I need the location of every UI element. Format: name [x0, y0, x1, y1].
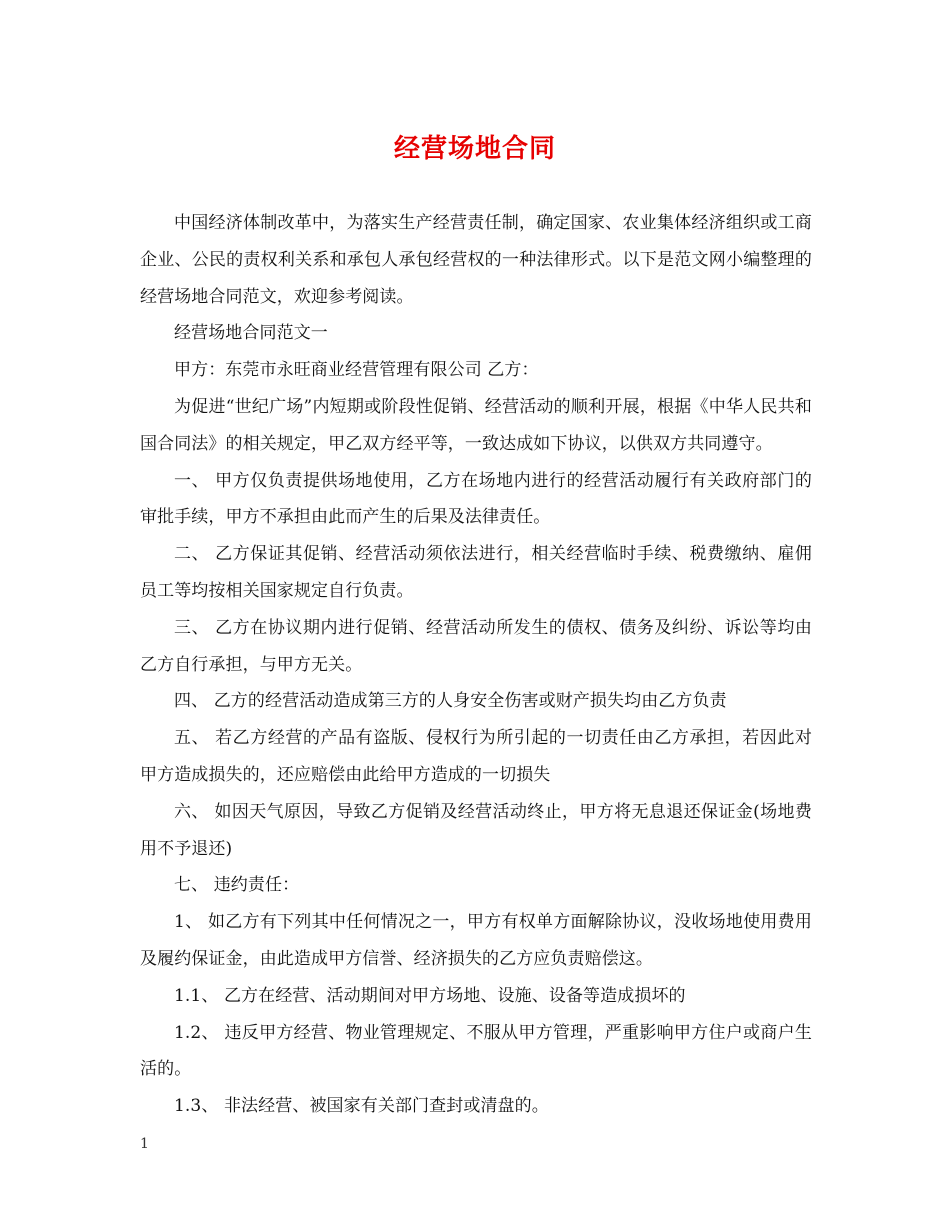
preamble-paragraph: 为促进“世纪广场”内短期或阶段性促销、经营活动的顺利开展，根据《中华人民共和国合同法》的相关规定，甲乙双方经平等，一致达成如下协议，以供双方共同遵守。: [140, 396, 812, 454]
document-body: [140, 205, 812, 1125]
clause-7: 七、 违约责任：: [174, 875, 300, 896]
subclause-1-3: 1.3、 非法经营、被国家有关部门查封或清盘的。: [174, 1096, 549, 1117]
subclause-1: 1、 如乙方有下列其中任何情况之一，甲方有权单方面解除协议，没收场地使用费用及履约保证金，由此造成甲方信誉、经济损失的乙方应负责赔偿这。: [140, 912, 812, 969]
intro-paragraph: 中国经济体制改革中，为落实生产经营责任制，确定国家、农业集体经济组织或工商企业、公民的责权利关系和承包人承包经营权的一种法律形式。以下是范文网小编整理的经营场地合同范文，欢迎参考阅读。: [140, 213, 812, 307]
parties-line: 甲方：东莞市永旺商业经营管理有限公司 乙方：: [174, 360, 539, 381]
page-number: 1: [140, 1136, 149, 1152]
clause-2: 二、 乙方保证其促销、经营活动须依法进行，相关经营临时手续、税费缴纳、雇佣员工等均按相关国家规定自行负责。: [140, 544, 812, 601]
subclause-1-1: 1.1、 乙方在经营、活动期间对甲方场地、设施、设备等造成损坏的: [174, 985, 686, 1006]
sample-heading: 经营场地合同范文一: [174, 323, 328, 344]
document-title: 经营场地合同: [393, 134, 556, 164]
clause-5: 五、 若乙方经营的产品有盗版、侵权行为所引起的一切责任由乙方承担，若因此对甲方造成损失的，还应赔偿由此给甲方造成的一切损失: [140, 728, 812, 785]
subclause-1-2: 1.2、 违反甲方经营、物业管理规定、不服从甲方管理，严重影响甲方住户或商户生活的。: [140, 1022, 812, 1080]
clause-6: 六、 如因天气原因，导致乙方促销及经营活动终止，甲方将无息退还保证金(场地费用不予退还): [140, 801, 812, 859]
clause-3: 三、 乙方在协议期内进行促销、经营活动所发生的债权、债务及纠纷、诉讼等均由乙方自行承担，与甲方无关。: [140, 617, 812, 675]
clause-1: 一、 甲方仅负责提供场地使用，乙方在场地内进行的经营活动履行有关政府部门的审批手续，甲方不承担由此而产生的后果及法律责任。: [140, 470, 812, 528]
clause-4: 四、 乙方的经营活动造成第三方的人身安全伤害或财产损失均由乙方负责: [174, 691, 727, 712]
